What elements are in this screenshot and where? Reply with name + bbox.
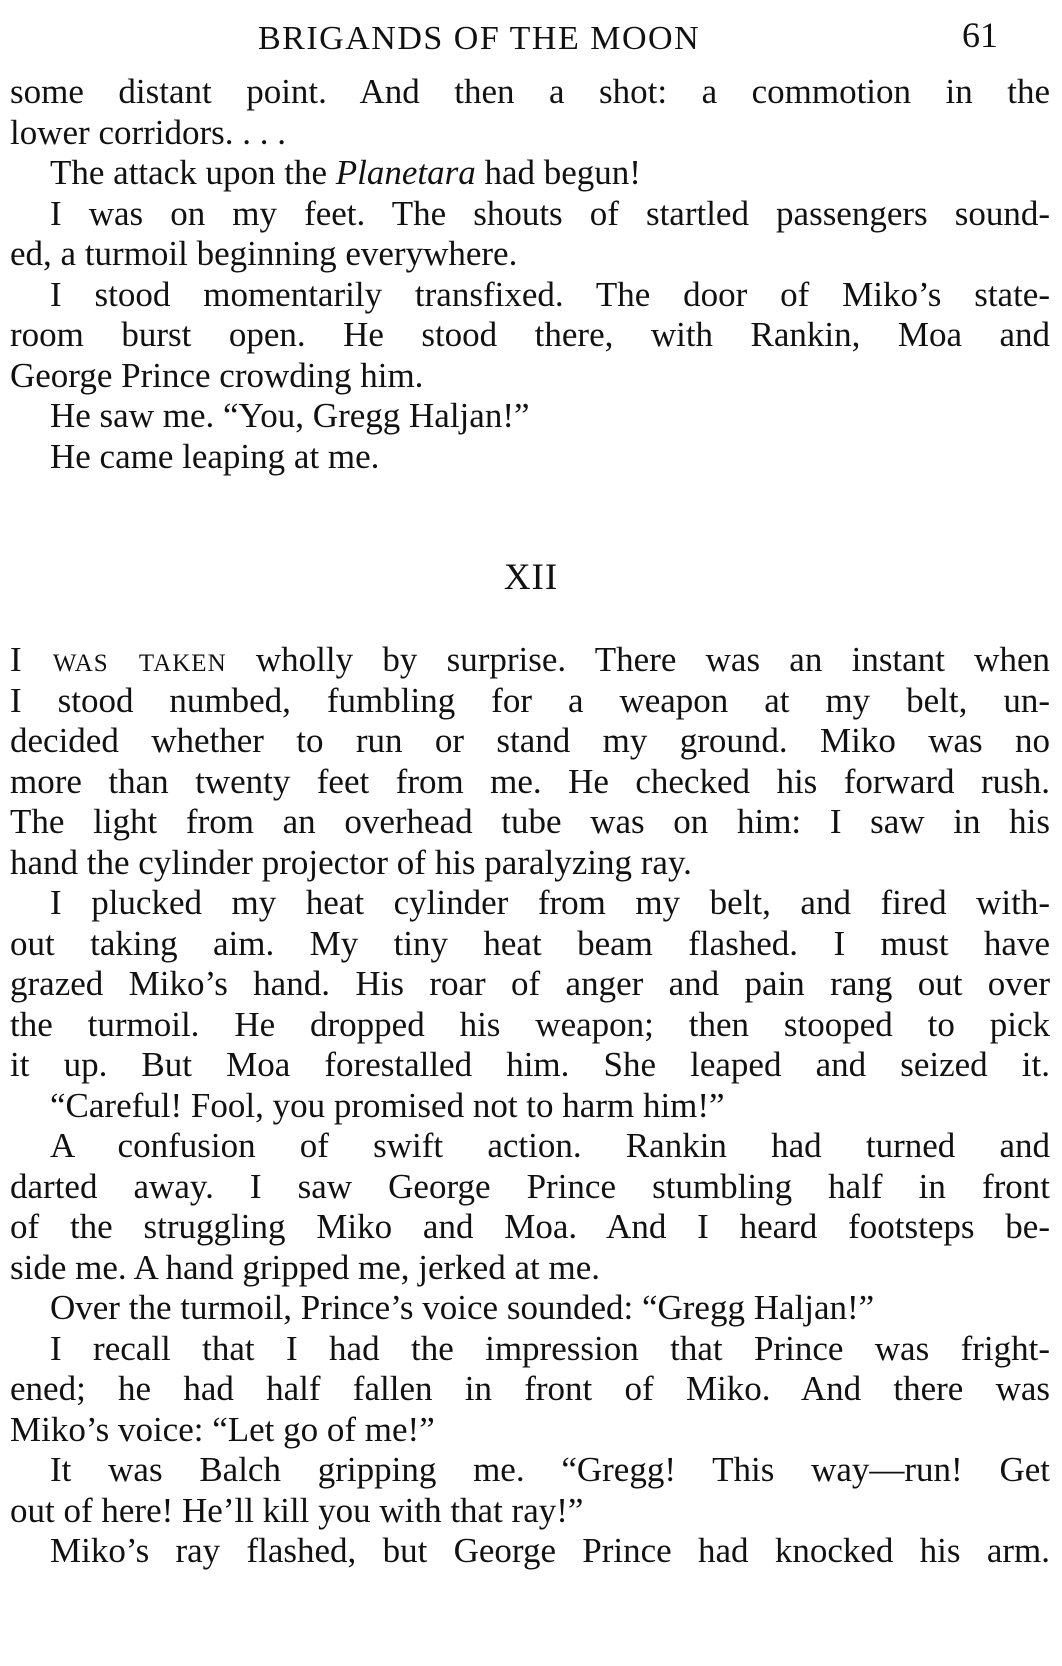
text-line: grazed Miko’s hand. His roar of anger and pain rang out over bbox=[10, 964, 1050, 1003]
running-title: BRIGANDS OF THE MOON bbox=[258, 20, 701, 57]
text-line: I plucked my heat cylinder from my belt, and fired with- bbox=[50, 883, 1050, 922]
text-line: lower corridors. . . . bbox=[10, 112, 287, 152]
text-line: I was on my feet. The shouts of startled passengers sound- bbox=[50, 193, 1050, 233]
text-line: He saw me. “You, Gregg Haljan!” bbox=[50, 396, 530, 435]
chapter-heading: XII bbox=[503, 557, 559, 598]
text-line: of the struggling Miko and Moa. And I heard footsteps be- bbox=[10, 1207, 1050, 1246]
chapter-body bbox=[10, 640, 1050, 1572]
ship-name: Planetara bbox=[335, 153, 476, 192]
text-fragment: wholly by surprise. There was an instant when bbox=[226, 640, 1050, 679]
text-line: ened; he had half fallen in front of Miko. And there was bbox=[10, 1369, 1050, 1408]
text-line: out of here! He’ll kill you with that ray!” bbox=[10, 1490, 584, 1530]
text-line: darted away. I saw George Prince stumbling half in front bbox=[10, 1166, 1050, 1206]
text-line: He came leaping at me. bbox=[50, 436, 380, 476]
text-line: Miko’s voice: “Let go of me!” bbox=[10, 1409, 435, 1449]
text-line bbox=[10, 640, 1050, 681]
text-line: decided whether to run or stand my ground. Miko was no bbox=[10, 721, 1050, 760]
page-number: 61 bbox=[962, 15, 998, 55]
section-before-chapter bbox=[10, 72, 1050, 477]
text-line: “Careful! Fool, you promised not to harm him!” bbox=[50, 1085, 725, 1125]
text-line: I recall that I had the impression that Prince was fright- bbox=[50, 1328, 1050, 1368]
text-fragment: The attack upon the bbox=[50, 153, 336, 192]
text-line: The light from an overhead tube was on him: I saw in his bbox=[10, 802, 1050, 841]
text-line: Miko’s ray flashed, but George Prince had knocked his arm. bbox=[50, 1531, 1050, 1570]
text-line: room burst open. He stood there, with Rankin, Moa and bbox=[10, 315, 1050, 354]
text-line: ed, a turmoil beginning everywhere. bbox=[10, 234, 518, 273]
text-line: George Prince crowding him. bbox=[10, 355, 424, 395]
text-line: more than twenty feet from me. He checked his forward rush. bbox=[10, 761, 1050, 801]
text-line: I stood momentarily transfixed. The door of Miko’s state- bbox=[50, 274, 1050, 314]
text-line: A confusion of swift action. Rankin had turned and bbox=[50, 1126, 1050, 1165]
text-line: I stood numbed, fumbling for a weapon at my belt, un- bbox=[10, 680, 1050, 720]
text-line: side me. A hand gripped me, jerked at me. bbox=[10, 1247, 600, 1287]
text-line: hand the cylinder projector of his paralyzing ray. bbox=[10, 842, 692, 882]
text-line: it up. But Moa forestalled him. She leaped and seized it. bbox=[10, 1045, 1050, 1084]
text-line: Over the turmoil, Prince’s voice sounded: “Gregg Haljan!” bbox=[50, 1288, 875, 1327]
chapter-opening-small-caps: I was taken bbox=[10, 640, 227, 679]
running-head bbox=[0, 14, 1062, 64]
text-line: It was Balch gripping me. “Gregg! This way—run! Get bbox=[50, 1450, 1050, 1489]
text-line bbox=[10, 153, 1050, 194]
text-line: the turmoil. He dropped his weapon; then stooped to pick bbox=[10, 1004, 1050, 1044]
text-line: some distant point. And then a shot: a commotion in the bbox=[10, 72, 1050, 111]
text-fragment: had begun! bbox=[475, 153, 641, 192]
text-line: out taking aim. My tiny heat beam flashed. I must have bbox=[10, 923, 1050, 963]
